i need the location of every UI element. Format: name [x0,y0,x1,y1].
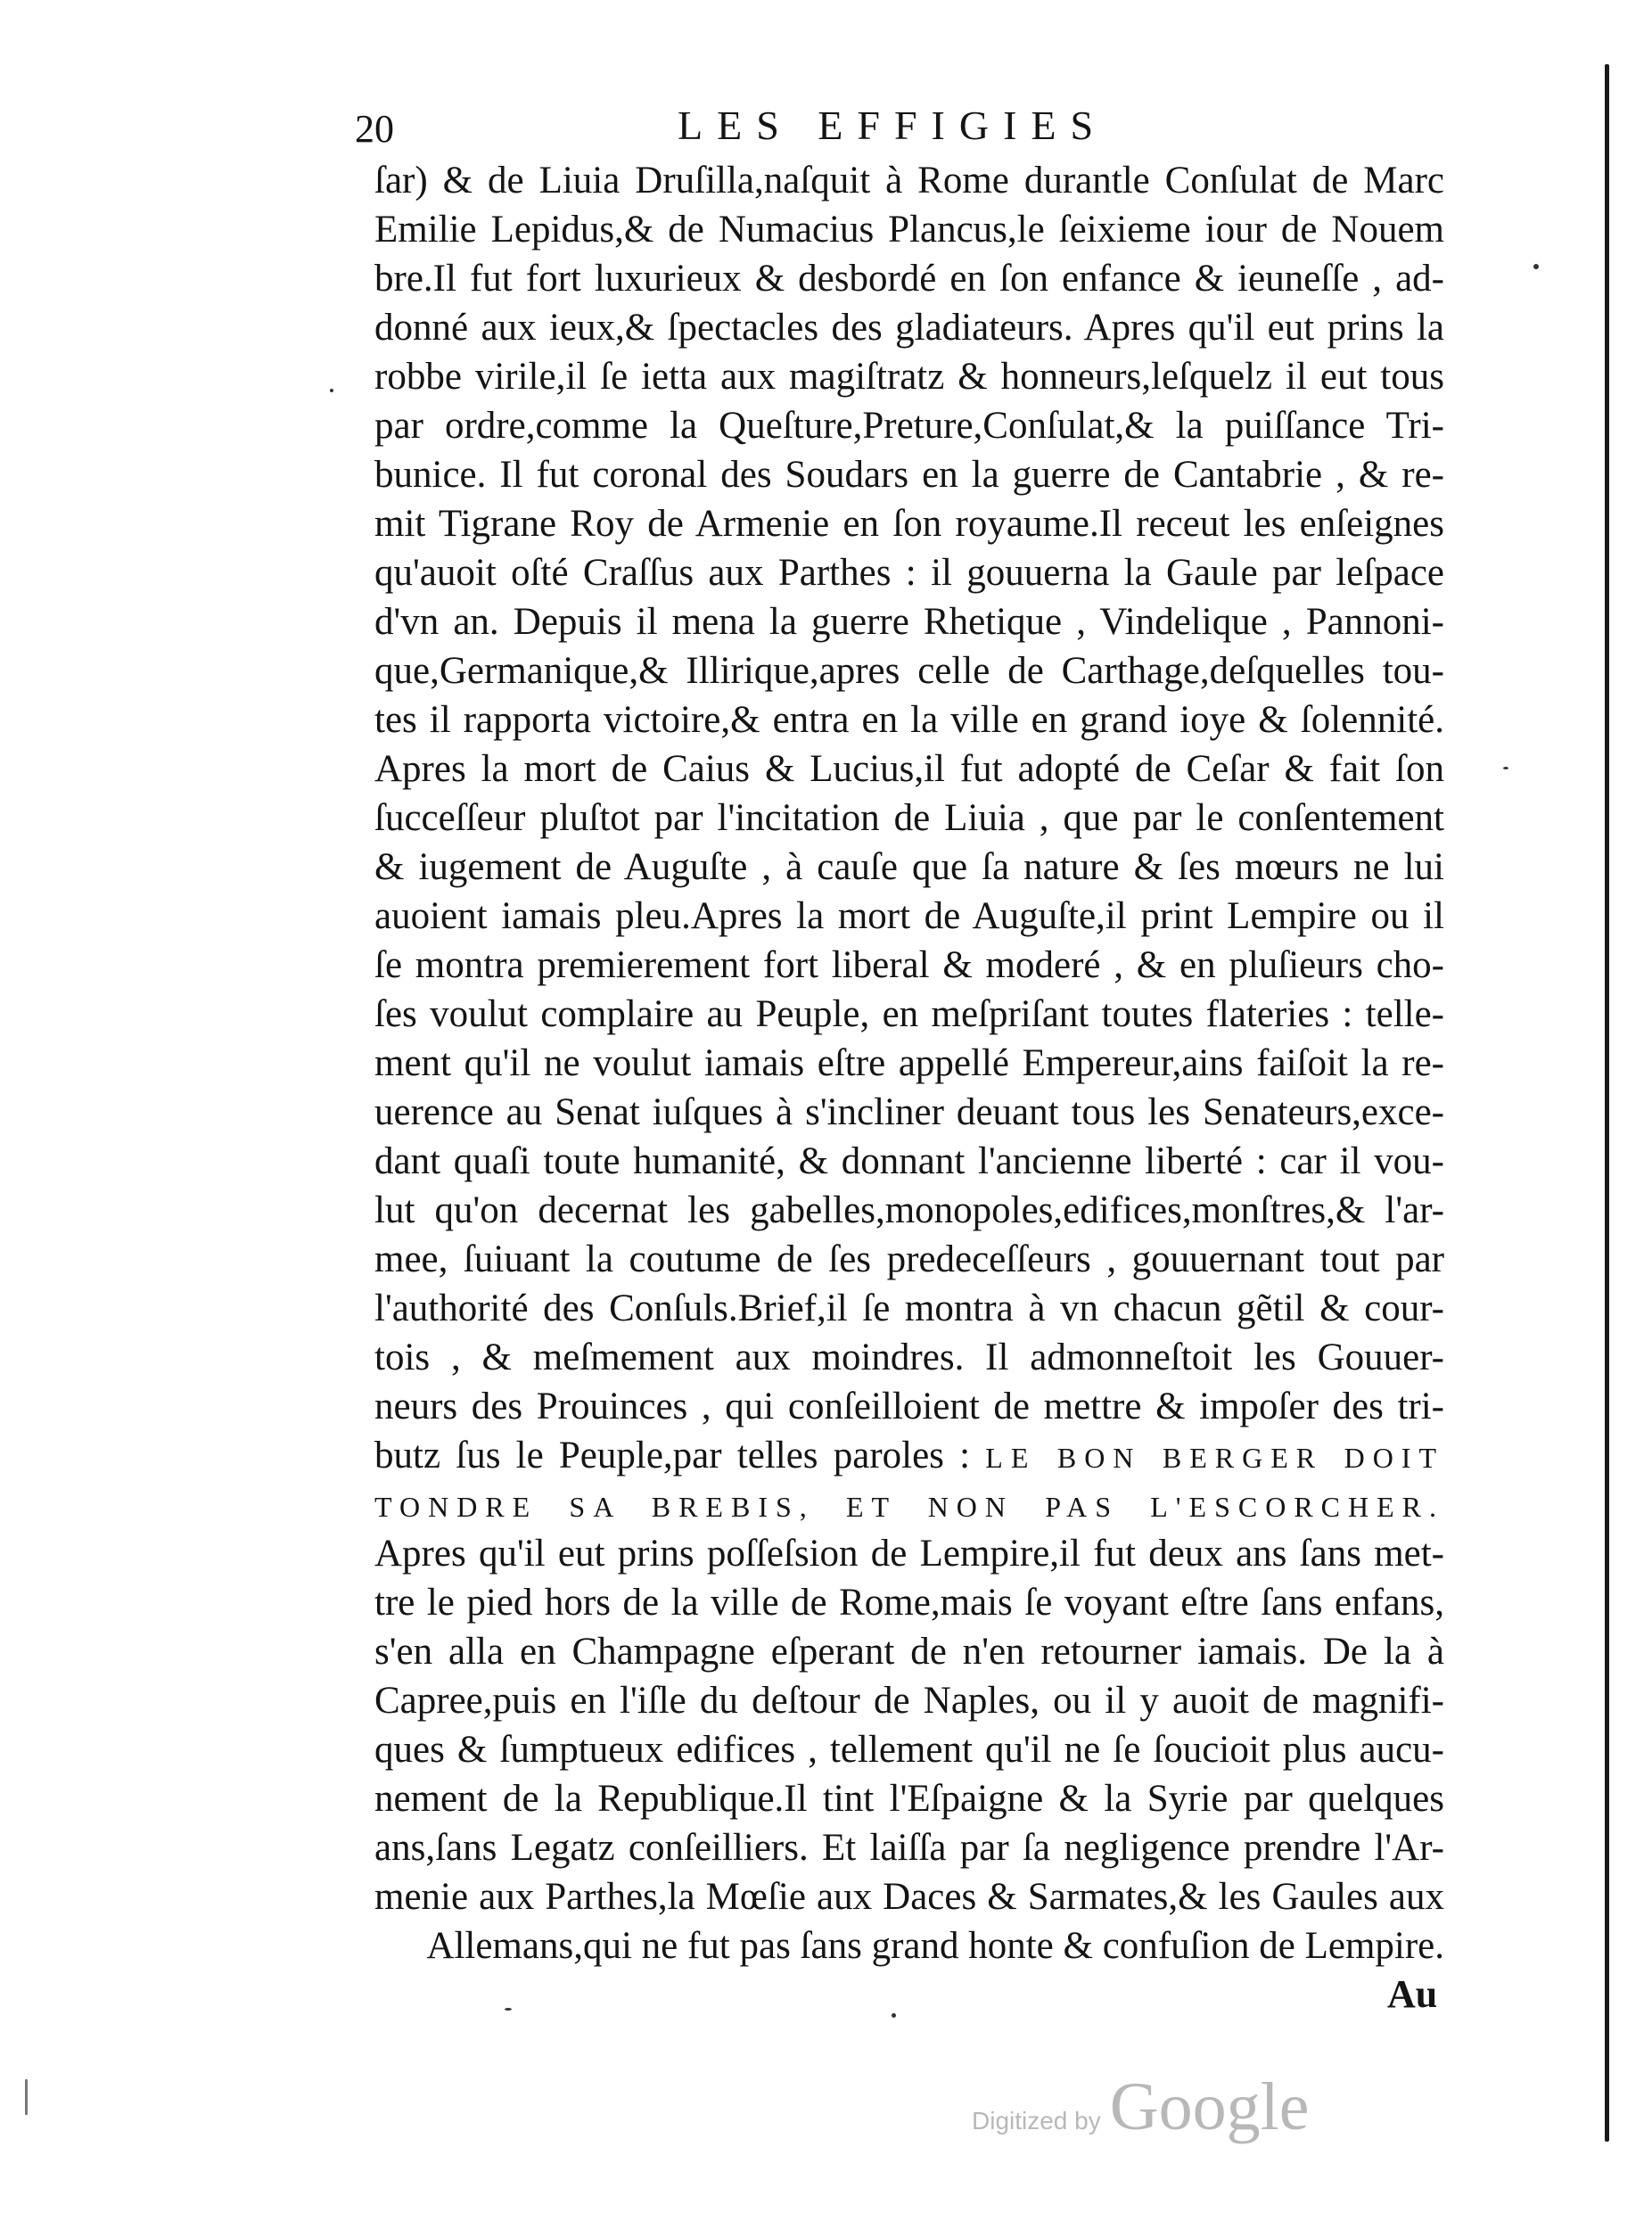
page-number: 20 [355,107,394,151]
text-line-lead: butz ſus le Peuple,par telles paroles : [374,1435,986,1476]
text-line: & iugement de Auguſte , à cauſe que ſa nature & ſes mœurs ne lui [374,846,1444,888]
text-line: uerence au Senat iuſques à s'incliner deuant tous les Senateurs,exce- [374,1091,1444,1133]
text-line: ſar) & de Liuia Druſilla,naſquit à Rome durantle Conſulat de Marc [374,160,1444,202]
text-line: tois , & meſmement aux moindres. Il admonneſtoit les Gouuer- [374,1337,1444,1378]
text-line: s'en alla en Champagne eſperant de n'en retourner iamais. De la à [374,1631,1444,1673]
text-line: neurs des Prouinces , qui conſeilloient de mettre & impoſer des tri- [374,1386,1444,1427]
text-line: tre le pied hors de la ville de Rome,mais ſe voyant eſtre ſans enfans, [374,1582,1444,1624]
catchword: Au [1387,1972,1438,2016]
text-line: l'authorité des Conſuls.Brief,il ſe montra à vn chacun gẽtil & cour- [374,1287,1444,1329]
text-line: ques & ſumptueux edifices , tellement qu'il ne ſe ſoucioit plus aucu- [374,1729,1444,1771]
text-line: ans,ſans Legatz conſeilliers. Et laiſſa par ſa negligence prendre l'Ar- [374,1827,1444,1869]
text-line: robbe virile,il ſe ietta aux magiſtratz & honneurs,leſquelz il eut tous [374,356,1444,398]
text-line: d'vn an. Depuis il mena la guerre Rhetique , Vindelique , Pannoni- [374,601,1444,643]
running-head: LES EFFIGIES [678,103,1108,148]
google-logo: Google [1109,2069,1310,2144]
maxim-part-2: TONDRE SA BREBIS, ET NON PAS L'ESCORCHER. [374,1491,1444,1523]
text-line: tes il rapporta victoire,& entra en la ville en grand ioye & ſolennité. [374,699,1444,741]
text-line: donné aux ieux,& ſpectacles des gladiateurs. Apres qu'il eut prins la [374,307,1444,349]
text-line: Emilie Lepidus,& de Numacius Plancus,le ſeixieme iour de Nouem [374,209,1444,251]
text-line: ſe montra premierement fort liberal & moderé , & en pluſieurs cho- [374,944,1444,986]
text-line: mee, ſuiuant la coutume de ſes predeceſſeurs , gouuernant tout par [374,1238,1444,1280]
text-line-with-maxim [374,1432,1444,1482]
maxim-line [374,1481,1444,1531]
page-edge-rule [1605,64,1609,2142]
text-line: que,Germanique,& Illirique,apres celle de Carthage,deſquelles tou- [374,650,1444,692]
ink-speck [1503,767,1508,769]
ink-speck [505,2008,512,2011]
text-line: lut qu'on decernat les gabelles,monopoles,edifices,monſtres,& l'ar- [374,1189,1444,1231]
text-line: Apres qu'il eut prins poſſeſsion de Lempire,il fut deux ans ſans met- [374,1533,1444,1575]
ink-speck [1533,264,1539,269]
text-line: ment qu'il ne voulut iamais eſtre appellé Empereur,ains faiſoit la re- [374,1042,1444,1084]
text-line: ſes voulut complaire au Peuple, en meſpriſant toutes flateries : telle- [374,993,1444,1035]
text-line: qu'auoit oſté Craſſus aux Parthes : il gouuerna la Gaule par leſpace [374,552,1444,594]
text-line: Capree,puis en l'iſle du deſtour de Naples, ou il y auoit de magnifi- [374,1680,1444,1722]
text-line: bre.Il fut fort luxurieux & desbordé en ſon enfance & ieuneſſe , ad- [374,258,1444,300]
text-line: Allemans,qui ne fut pas ſans grand honte & confuſion de Lempire. [426,1925,1444,1967]
text-line: bunice. Il fut coronal des Soudars en la guerre de Cantabrie , & re- [374,454,1444,496]
digitized-watermark [972,2069,1309,2158]
text-line: Apres la mort de Caius & Lucius,il fut adopté de Ceſar & fait ſon [374,748,1444,790]
scan-mark [25,2079,28,2115]
text-line: ſucceſſeur pluſtot par l'incitation de Liuia , que par le conſentement [374,797,1444,839]
text-line: par ordre,comme la Queſture,Preture,Conſulat,& la puiſſance Tri- [374,405,1444,447]
text-line: menie aux Parthes,la Mœſie aux Daces & Sarmates,& les Gaules aux [374,1876,1444,1918]
text-line: nement de la Republique.Il tint l'Eſpaigne & la Syrie par quelques [374,1778,1444,1820]
text-line: mit Tigrane Roy de Armenie en ſon royaume.Il receut les enſeignes [374,503,1444,545]
text-line: dant quaſi toute humanité, & donnant l'ancienne liberté : car il vou- [374,1140,1444,1182]
text-line: auoient iamais pleu.Apres la mort de Auguſte,il print Lempire ou il [374,895,1444,937]
maxim-part-1: LE BON BERGER DOIT [985,1442,1445,1474]
ink-speck [892,2013,896,2018]
ink-speck [330,389,333,392]
watermark-prefix: Digitized by [972,2107,1101,2134]
